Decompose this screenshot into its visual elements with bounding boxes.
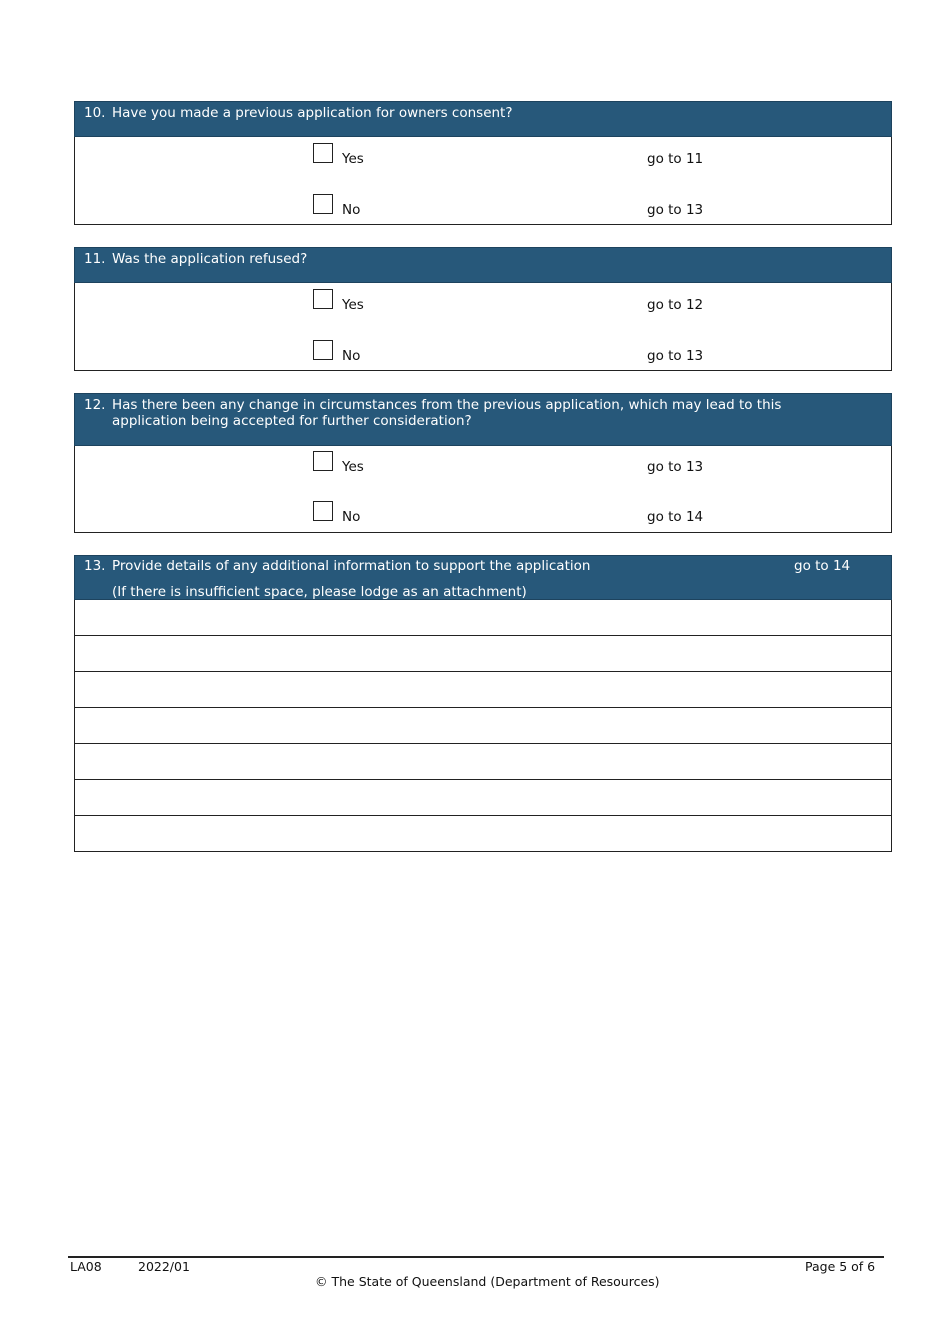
details-line-5[interactable] <box>74 744 892 780</box>
option-label: Yes <box>342 297 364 313</box>
yes-checkbox[interactable] <box>313 451 333 471</box>
question-number: 12. <box>84 397 106 413</box>
option-label: No <box>342 348 361 364</box>
question-goto: go to 14 <box>794 558 851 574</box>
option-goto: go to 13 <box>647 202 704 218</box>
option-goto: go to 13 <box>647 459 704 475</box>
question-number: 11. <box>84 251 106 267</box>
question-number: 13. <box>84 558 106 574</box>
details-line-7[interactable] <box>74 816 892 852</box>
option-yes <box>75 143 891 167</box>
details-line-6[interactable] <box>74 780 892 816</box>
option-goto: go to 13 <box>647 348 704 364</box>
option-goto: go to 12 <box>647 297 704 313</box>
question-note: (If there is insufficient space, please lodge as an attachment) <box>112 584 527 600</box>
footer-page-number: Page 5 of 6 <box>805 1259 876 1274</box>
question-13-header <box>74 555 892 600</box>
option-yes <box>75 289 891 313</box>
question-text: Has there been any change in circumstances from the previous application, which may lead to this application being accepted for further consideration? <box>112 397 782 429</box>
option-label: No <box>342 509 361 525</box>
question-text: Was the application refused? <box>112 251 308 267</box>
details-lines <box>74 600 892 852</box>
question-10-header <box>74 101 892 137</box>
question-11-header <box>74 247 892 283</box>
option-label: No <box>342 202 361 218</box>
option-goto: go to 14 <box>647 509 704 525</box>
option-goto: go to 11 <box>647 151 704 167</box>
question-12-options <box>74 446 892 533</box>
no-checkbox[interactable] <box>313 501 333 521</box>
option-yes <box>75 451 891 475</box>
details-line-3[interactable] <box>74 672 892 708</box>
question-text: Have you made a previous application for owners consent? <box>112 105 513 121</box>
footer-divider <box>68 1256 884 1258</box>
footer-form-code: LA08 <box>70 1259 102 1274</box>
details-line-4[interactable] <box>74 708 892 744</box>
question-text: Provide details of any additional information to support the application <box>112 558 591 574</box>
option-label: Yes <box>342 151 364 167</box>
question-11-options <box>74 283 892 371</box>
question-12-header <box>74 393 892 446</box>
no-checkbox[interactable] <box>313 194 333 214</box>
details-line-2[interactable] <box>74 636 892 672</box>
details-line-1[interactable] <box>74 600 892 636</box>
option-no <box>75 194 891 218</box>
option-no <box>75 340 891 364</box>
footer-copyright: © The State of Queensland (Department of Resources) <box>315 1274 660 1289</box>
option-label: Yes <box>342 459 364 475</box>
footer-version: 2022/01 <box>138 1259 190 1274</box>
no-checkbox[interactable] <box>313 340 333 360</box>
option-no <box>75 501 891 525</box>
yes-checkbox[interactable] <box>313 289 333 309</box>
yes-checkbox[interactable] <box>313 143 333 163</box>
question-number: 10. <box>84 105 106 121</box>
question-10-options <box>74 137 892 225</box>
